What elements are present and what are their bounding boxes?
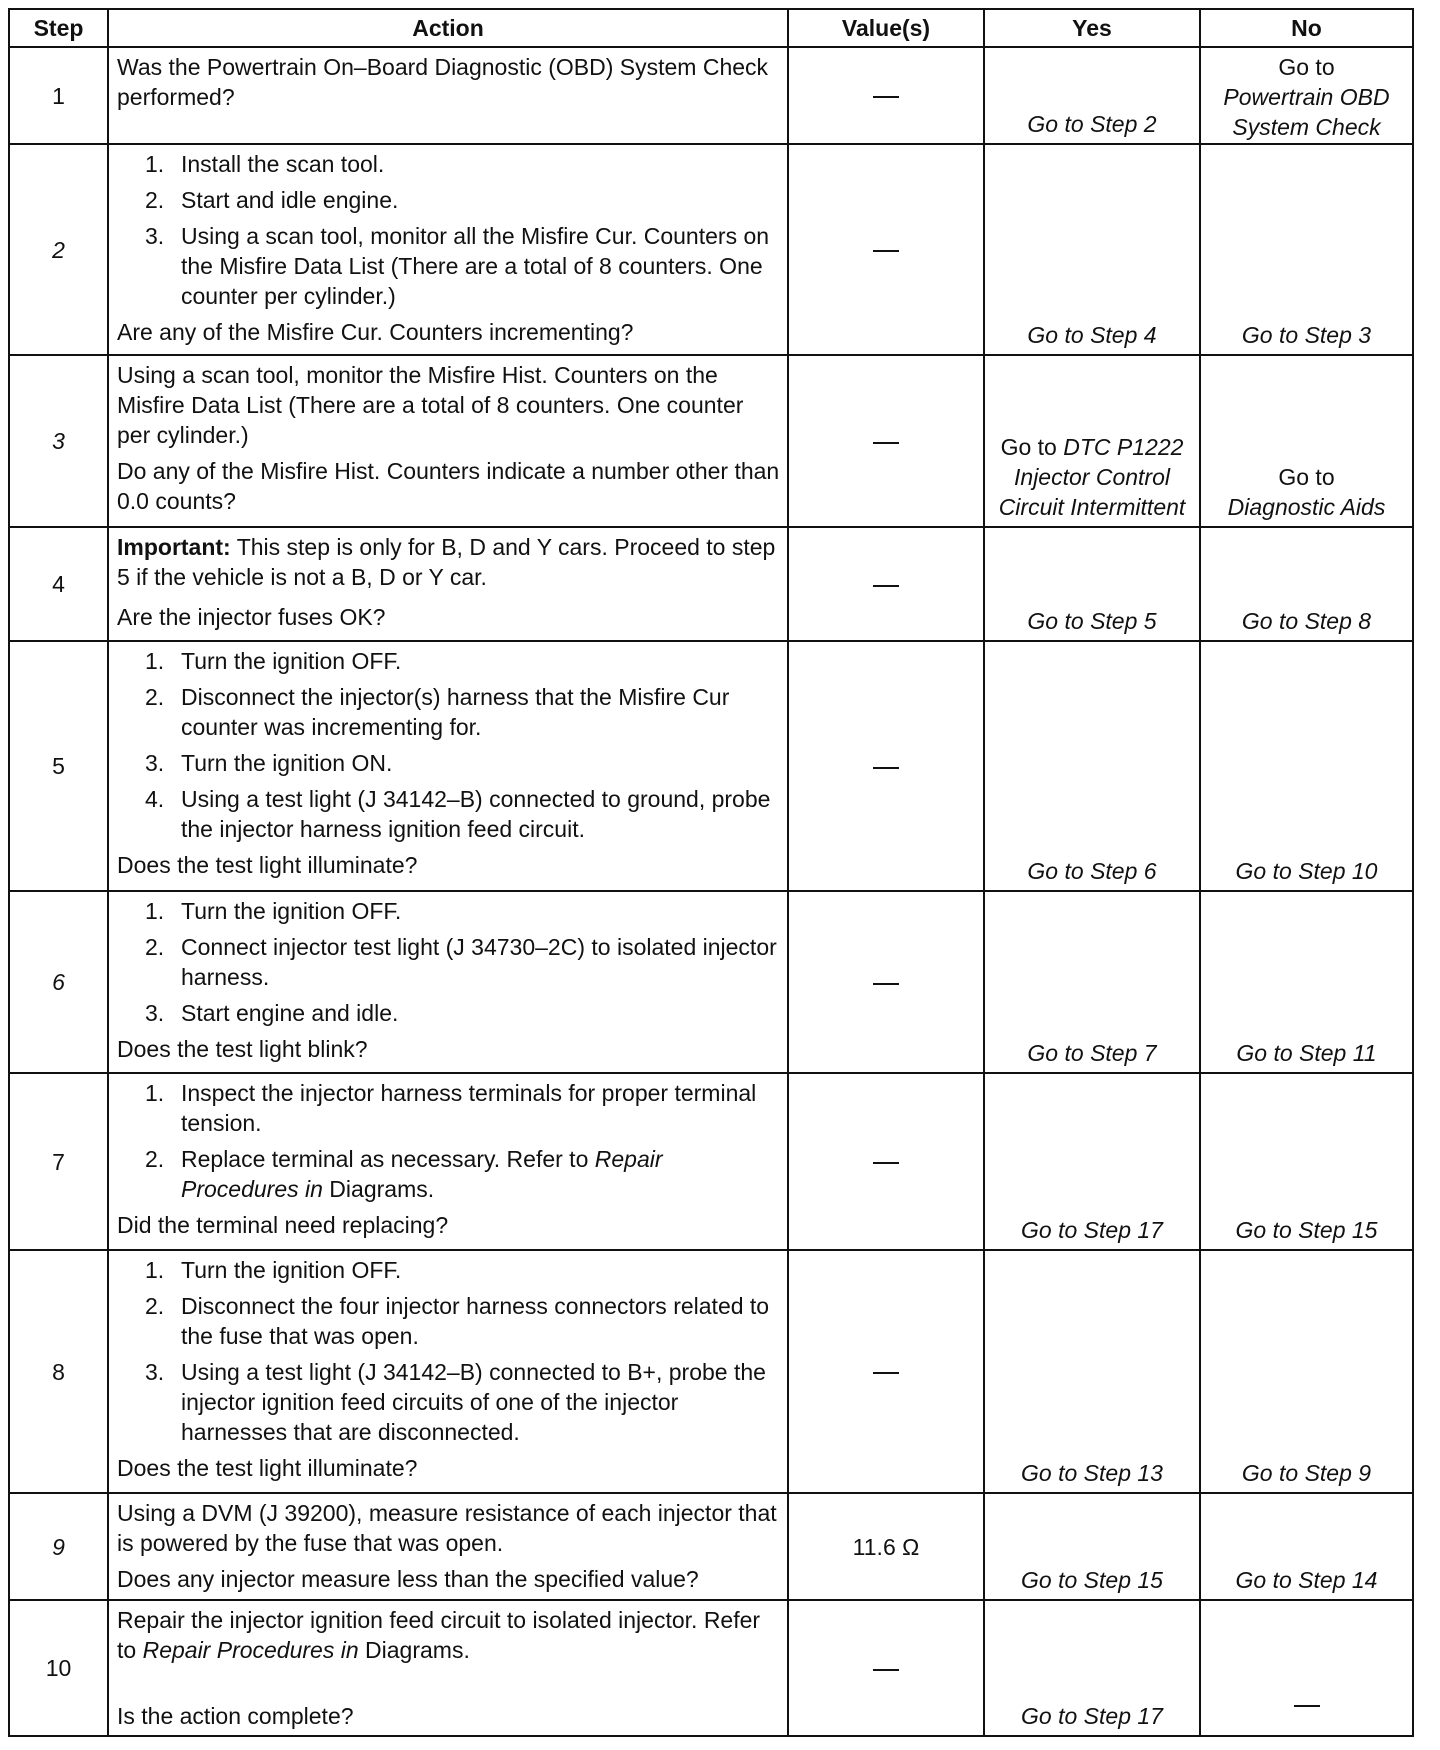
yes-link[interactable]: Go to Step 15 (1021, 1567, 1163, 1593)
value-cell (788, 144, 984, 355)
header-action: Action (108, 9, 788, 47)
no-link[interactable]: Go to Step 15 (1235, 1217, 1378, 1243)
step-number: 2 (9, 144, 108, 355)
table-row (9, 1600, 1413, 1736)
yes-link[interactable]: Go to Step 13 (1021, 1460, 1163, 1486)
table-row (9, 1493, 1413, 1600)
step-number: 3 (9, 355, 108, 527)
value-cell (788, 1600, 984, 1736)
no-cell (1200, 1250, 1413, 1493)
action-cell (108, 527, 788, 641)
dash-mark (873, 767, 899, 769)
header-row (9, 9, 1413, 47)
table-row (9, 891, 1413, 1073)
no-link[interactable]: Go to Step 14 (1235, 1567, 1378, 1593)
list-item: 1. Turn the ignition OFF. (145, 648, 402, 674)
dash-mark (873, 1162, 899, 1164)
yes-cell (984, 1073, 1200, 1250)
no-link[interactable] (1201, 462, 1412, 522)
action-text: Repair the injector ignition feed circuit to isolated injector. Refer to Repair Procedures in Diagrams. (117, 1607, 761, 1663)
step-number: 5 (9, 641, 108, 891)
yes-link-line: Circuit Intermittent (998, 494, 1186, 520)
action-cell (108, 1600, 788, 1736)
list-item: 2. Start and idle engine. (145, 187, 399, 213)
dash-mark (873, 250, 899, 252)
value-cell (788, 1073, 984, 1250)
step-number: 9 (9, 1493, 108, 1600)
yes-link[interactable]: Go to Step 2 (1027, 111, 1157, 137)
dash-mark (873, 96, 899, 98)
table-row (9, 144, 1413, 355)
list-item: 1. Turn the ignition OFF. (145, 898, 402, 924)
no-link[interactable] (1201, 52, 1412, 142)
no-link-line: Powertrain OBD (1223, 84, 1390, 110)
yes-cell (984, 641, 1200, 891)
value-cell (788, 891, 984, 1073)
value-cell (788, 47, 984, 144)
action-cell (108, 1073, 788, 1250)
list-item: 2. Replace terminal as necessary. Refer to Repair Procedures in Diagrams. (145, 1146, 663, 1202)
dash-mark (873, 983, 899, 985)
action-cell (108, 1250, 788, 1493)
yes-link[interactable]: Go to Step 5 (1027, 608, 1157, 634)
yes-link[interactable]: Go to Step 4 (1027, 322, 1157, 348)
table-row (9, 641, 1413, 891)
table-row (9, 47, 1413, 144)
step-number: 10 (9, 1600, 108, 1736)
no-link[interactable]: Go to Step 3 (1241, 322, 1372, 348)
action-question: Does the test light blink? (117, 1036, 368, 1062)
step-number: 6 (9, 891, 108, 1073)
action-question: Does the test light illuminate? (117, 1455, 418, 1481)
dash-mark (873, 1669, 899, 1671)
action-text: Using a scan tool, monitor the Misfire Hist. Counters on the Misfire Data List (There are a total of 8 counters. One counter per cylinder.) (117, 362, 744, 448)
table-row (9, 1073, 1413, 1250)
yes-link[interactable] (985, 432, 1199, 522)
list-item: 2. Disconnect the injector(s) harness that the Misfire Cur counter was incrementing for. (145, 684, 730, 740)
important-label: Important: (117, 534, 231, 560)
no-cell (1200, 1600, 1413, 1736)
no-link-line: System Check (1232, 114, 1381, 140)
action-cell (108, 355, 788, 527)
no-link[interactable]: Go to Step 9 (1241, 1460, 1372, 1486)
yes-link-line: DTC P1222 (1063, 434, 1184, 460)
no-cell (1200, 641, 1413, 891)
list-item: 2. Connect injector test light (J 34730–2C) to isolated injector harness. (145, 934, 777, 990)
yes-link[interactable]: Go to Step 17 (1021, 1703, 1163, 1729)
step-number: 1 (9, 47, 108, 144)
dash-mark (873, 1372, 899, 1374)
action-question: Does the test light illuminate? (117, 852, 418, 878)
yes-cell (984, 527, 1200, 641)
yes-cell (984, 1493, 1200, 1600)
no-link-line: Go to (1278, 54, 1335, 80)
yes-link-line: Injector Control (1014, 464, 1170, 490)
dash-mark (873, 442, 899, 444)
no-link[interactable]: Go to Step 11 (1236, 1040, 1377, 1066)
step-number: 4 (9, 527, 108, 641)
yes-link-line: Go to (1000, 434, 1057, 460)
no-cell (1200, 1073, 1413, 1250)
action-cell (108, 47, 788, 144)
step-number: 7 (9, 1073, 108, 1250)
list-item: 4. Using a test light (J 34142–B) connected to ground, probe the injector harness ignition feed circuit. (145, 786, 771, 842)
yes-cell (984, 1250, 1200, 1493)
action-steps (117, 1078, 781, 1204)
action-cell (108, 891, 788, 1073)
action-cell (108, 1493, 788, 1600)
action-question: Is the action complete? (117, 1703, 354, 1729)
value-cell (788, 641, 984, 891)
dash-mark (1294, 1705, 1320, 1707)
step-number: 8 (9, 1250, 108, 1493)
value-cell: 11.6 Ω (788, 1493, 984, 1600)
action-cell (108, 144, 788, 355)
no-cell (1200, 891, 1413, 1073)
table-row (9, 527, 1413, 641)
list-item: 3. Using a test light (J 34142–B) connected to B+, probe the injector ignition feed circuits of one of the injector harnesses that are disconnected. (145, 1359, 766, 1445)
action-question: Are the injector fuses OK? (117, 604, 386, 630)
no-cell (1200, 1493, 1413, 1600)
action-steps (117, 149, 781, 311)
value-cell (788, 527, 984, 641)
dash-mark (873, 585, 899, 587)
action-question: Are any of the Misfire Cur. Counters incrementing? (117, 319, 634, 345)
list-item: 1. Install the scan tool. (145, 151, 385, 177)
header-no: No (1200, 9, 1413, 47)
yes-link[interactable]: Go to Step 7 (1027, 1040, 1157, 1066)
value-cell (788, 1250, 984, 1493)
list-item: 1. Inspect the injector harness terminals for proper terminal tension. (145, 1080, 757, 1136)
action-text: This step is only for B, D and Y cars. Proceed to step 5 if the vehicle is not a B, D or Y car. (117, 534, 776, 590)
list-item: 3. Start engine and idle. (145, 1000, 399, 1026)
action-question: Did the terminal need replacing? (117, 1212, 449, 1238)
no-link[interactable]: Go to Step 8 (1241, 608, 1372, 634)
yes-cell (984, 891, 1200, 1073)
action-steps (117, 646, 781, 844)
value-cell (788, 355, 984, 527)
list-item: 2. Disconnect the four injector harness connectors related to the fuse that was open. (145, 1293, 770, 1349)
no-link[interactable]: Go to Step 10 (1235, 858, 1378, 884)
no-cell (1200, 144, 1413, 355)
yes-link[interactable]: Go to Step 6 (1027, 858, 1157, 884)
no-value (1201, 1689, 1412, 1719)
table-row (9, 1250, 1413, 1493)
yes-cell (984, 47, 1200, 144)
action-cell (108, 641, 788, 891)
action-question: Do any of the Misfire Hist. Counters indicate a number other than 0.0 counts? (117, 458, 780, 514)
yes-cell (984, 355, 1200, 527)
action-steps (117, 896, 781, 1028)
yes-link[interactable]: Go to Step 17 (1021, 1217, 1163, 1243)
action-question: Does any injector measure less than the specified value? (117, 1566, 699, 1592)
no-link-line: Go to (1278, 464, 1335, 490)
no-cell (1200, 355, 1413, 527)
action-text: Using a DVM (J 39200), measure resistance of each injector that is powered by the fuse that was open. (117, 1500, 777, 1556)
list-item: 3. Using a scan tool, monitor all the Misfire Cur. Counters on the Misfire Data List (There are a total of 8 counters. One counter per cylinder.) (145, 223, 770, 309)
list-item: 1. Turn the ignition OFF. (145, 1257, 402, 1283)
list-item: 3. Turn the ignition ON. (145, 750, 393, 776)
no-link-line: Diagnostic Aids (1227, 494, 1386, 520)
header-yes: Yes (984, 9, 1200, 47)
table-row (9, 355, 1413, 527)
action-steps (117, 1255, 781, 1447)
no-cell (1200, 527, 1413, 641)
no-cell (1200, 47, 1413, 144)
action-text: Was the Powertrain On–Board Diagnostic (OBD) System Check performed? (117, 54, 769, 110)
header-values: Value(s) (788, 9, 984, 47)
yes-cell (984, 1600, 1200, 1736)
yes-cell (984, 144, 1200, 355)
diagnostic-table (8, 8, 1414, 1737)
header-step: Step (9, 9, 108, 47)
